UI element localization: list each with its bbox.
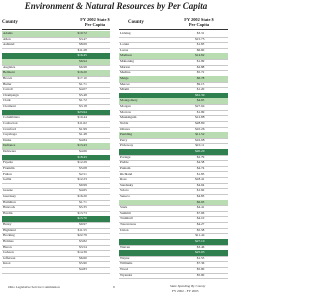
per-capita-value: $1.72 [79,98,87,103]
per-capita-value: $11.52 [195,132,205,137]
per-capita-value: $1.48 [79,132,87,137]
per-capita-value: $4.27 [196,222,205,227]
per-capita-value: $1.83 [196,171,205,176]
county-name: Noble [120,120,129,125]
county-name: Champaign [3,92,19,97]
per-capita-value: $3.54 [79,244,87,249]
county-name: Allen [3,36,11,41]
per-capita-value: $3.18 [79,104,87,109]
per-capita-value: $6.60 [79,255,87,260]
county-name: Fayette [3,160,13,165]
county-name: Henry [3,222,12,227]
county-name: Carroll [3,87,13,92]
county-header-right: County [128,20,144,25]
per-capita-value: $12.88 [195,115,205,120]
footer-publisher: Ohio Legislative Service Commission [8,285,60,289]
per-capita-value: $4.07 [79,87,87,92]
per-capita-value: $7.36 [196,261,205,266]
county-name: Wayne [120,255,130,260]
header-rule-right [119,29,228,30]
county-name: Crawford [3,126,16,131]
per-capita-value: $16.20 [77,193,87,198]
county-name: Columbiana [3,115,20,120]
county-name: Madison [120,53,132,58]
county-name: Pickaway [120,143,134,148]
county-name: Darke [3,137,12,142]
per-capita-value: $5.35 [79,205,87,210]
county-name: Medina [120,70,131,75]
per-capita-value: $6.60 [196,47,205,52]
footer-document-title: State Spending By County [170,284,206,288]
county-name: Lorain [120,42,130,47]
county-name: Perry [120,137,128,142]
per-capita-value: $4.10 [196,216,205,221]
per-capita-value: $5.08 [79,165,87,170]
county-name: Paulding [120,132,133,137]
county-name: Ashland [3,42,15,47]
table-row [2,267,110,274]
per-capita-value: $6.78 [196,75,205,80]
county-name: Greene [3,188,13,193]
per-capita-value: $4.83 [196,193,205,198]
per-capita-value: $1.71 [79,81,87,86]
per-capita-value: $4.58 [196,160,205,165]
per-capita-value: $4.84 [79,137,87,142]
per-capita-value: $16.20 [77,70,87,75]
per-capita-value: $16.98 [195,137,205,142]
county-name: Meigs [120,75,129,80]
county-name: Hardin [3,210,13,215]
county-name: Wood [120,267,129,272]
county-name: Montgomery [120,98,138,103]
value-header-left: FY 2002 State $ Per Capita [80,17,110,27]
per-capita-value: $28.80 [195,120,205,125]
per-capita-value: $2.88 [196,64,205,69]
per-capita-value: $4.41 [196,205,205,210]
per-capita-value: $13.73 [77,210,87,215]
per-capita-value: $13.43 [77,143,87,148]
county-name: Jefferson [3,255,16,260]
county-name: Wyandot [120,272,133,277]
per-capita-value: $22.79 [77,233,87,238]
county-name: Preble [120,160,129,165]
per-capita-value: $5.90 [196,267,205,272]
per-capita-value: $18.43 [77,154,87,159]
county-name: Huron [3,244,12,249]
per-capita-value: $1.99 [79,126,87,131]
footer-page-number: 9 [113,285,115,289]
per-capita-value: $12.23 [77,177,87,182]
per-capita-value: $10.26 [195,126,205,131]
per-capita-value: $27.94 [195,104,205,109]
county-name: Mahoning [120,59,134,64]
county-name: Ross [120,177,127,182]
county-name: Holmes [3,238,14,243]
county-name: Williams [120,261,133,266]
county-name: Delaware [3,149,16,154]
county-name: Butler [3,81,12,86]
county-name: Cuyahoga [3,132,17,137]
per-capita-value: $9.99 [79,182,87,187]
per-capita-value: $17.10 [77,75,87,80]
county-name: Belmont [3,70,15,75]
per-capita-value: $5.48 [79,92,87,97]
per-capita-value: $5.58 [196,227,205,232]
per-capita-value: $9.15 [196,81,205,86]
per-capita-value: $10.11 [195,143,205,148]
per-capita-value: $20.20 [195,149,205,154]
per-capita-value: $18.41 [195,177,205,182]
table-row [119,273,228,280]
per-capita-value: $4.65 [79,188,87,193]
per-capita-value: $5.72 [196,70,205,75]
per-capita-value: $27.10 [195,238,205,243]
per-capita-value: $11.62 [77,120,87,125]
county-name: Stark [120,205,128,210]
county-name: Warren [120,244,130,249]
header-rule-left [2,29,110,30]
county-name: Licking [120,31,131,35]
per-capita-value: $3.31 [196,31,205,35]
per-capita-value: $1.20 [196,87,205,92]
per-capita-value: $25.93 [195,250,205,255]
county-name: Lucas [120,47,129,52]
per-capita-value: $3.46 [196,244,205,249]
county-name: Muskingum [120,115,137,120]
county-name: Ottawa [120,126,130,131]
per-capita-value: $23.94 [77,109,87,114]
per-capita-value: $5.90 [79,261,87,266]
county-header-left: County [2,20,18,25]
per-capita-value: $4.83 [79,267,87,272]
county-name: Franklin [3,165,15,170]
per-capita-value: $10.44 [77,115,87,120]
value-header-right: FY 2002 State $ Per Capita [184,17,214,27]
per-capita-value: $11.55 [77,227,87,232]
page-title: Environment & Natural Resources by Per Capita [24,1,208,11]
per-capita-value: $2.51 [79,171,87,176]
county-name: Adams [3,31,13,35]
per-capita-value: $6.98 [79,64,87,69]
per-capita-value: $8.69 [79,42,87,47]
county-name: Putnam [120,165,131,170]
county-name: Miami [120,87,130,92]
per-capita-value: $7.06 [196,210,205,215]
per-capita-value: $5.90 [196,272,205,277]
per-capita-value: $4.65 [196,98,205,103]
per-capita-value: $6.94 [79,59,87,64]
county-name: Auglaize [3,64,16,69]
per-capita-value: $16.45 [77,53,87,58]
county-name: Defiance [3,143,16,148]
county-name: Highland [3,227,16,232]
county-name: Trumbull [120,216,133,221]
county-name: Summit [120,210,131,215]
county-name: Clermont [3,104,16,109]
county-name: Morgan [120,104,131,109]
county-name: Marion [120,64,130,69]
per-capita-value: $13.70 [77,216,87,221]
per-capita-value: $15.75 [195,36,205,41]
per-capita-value: $3.82 [79,238,87,243]
per-capita-value: $11.28 [77,47,87,52]
per-capita-value: $1.53 [196,255,205,260]
per-capita-value: $10.72 [77,31,87,35]
per-capita-value: $1.99 [196,109,205,114]
county-name: Gallia [3,177,12,182]
county-name: Morrow [120,109,132,114]
county-name: Coshocton [3,120,18,125]
per-capita-value: $3.47 [79,36,87,41]
county-name: Jackson [3,250,14,255]
per-capita-value: $61.39 [195,92,205,97]
per-capita-value: $4.74 [196,165,205,170]
per-capita-value: $11.44 [195,233,205,238]
county-name: Hocking [3,233,15,238]
county-name: Clark [3,98,11,103]
county-name: Tuscarawas [120,222,136,227]
per-capita-value: $1.92 [196,188,205,193]
county-name: Hancock [3,205,16,210]
county-name: Guernsey [3,193,16,198]
county-name: Mercer [120,81,130,86]
county-name: Portage [120,154,131,159]
per-capita-value: $9.97 [79,222,87,227]
county-name: Brown [3,75,13,80]
per-capita-value: $12.29 [77,160,87,165]
per-capita-value: $6.93 [196,199,205,204]
footer-fiscal-years: FY 2002 - FY 2003 [172,289,199,293]
county-name: Seneca [120,193,130,198]
per-capita-value: $4.66 [79,149,87,154]
county-name: Knox [3,261,11,266]
county-name: Hamilton [3,199,16,204]
per-capita-value: $1.83 [196,42,205,47]
per-capita-value: $1.71 [79,199,87,204]
county-name: Richland [120,171,133,176]
per-capita-value: $1.99 [196,59,205,64]
per-capita-value: $4.04 [196,182,205,187]
county-name: Sandusky [120,182,134,187]
per-capita-value: $2.79 [196,154,205,159]
per-capita-value: $14.82 [195,53,205,58]
county-name: Fulton [3,171,12,176]
per-capita-value: $14.39 [77,250,87,255]
county-name: Scioto [120,188,129,193]
county-name: Union [120,227,129,232]
